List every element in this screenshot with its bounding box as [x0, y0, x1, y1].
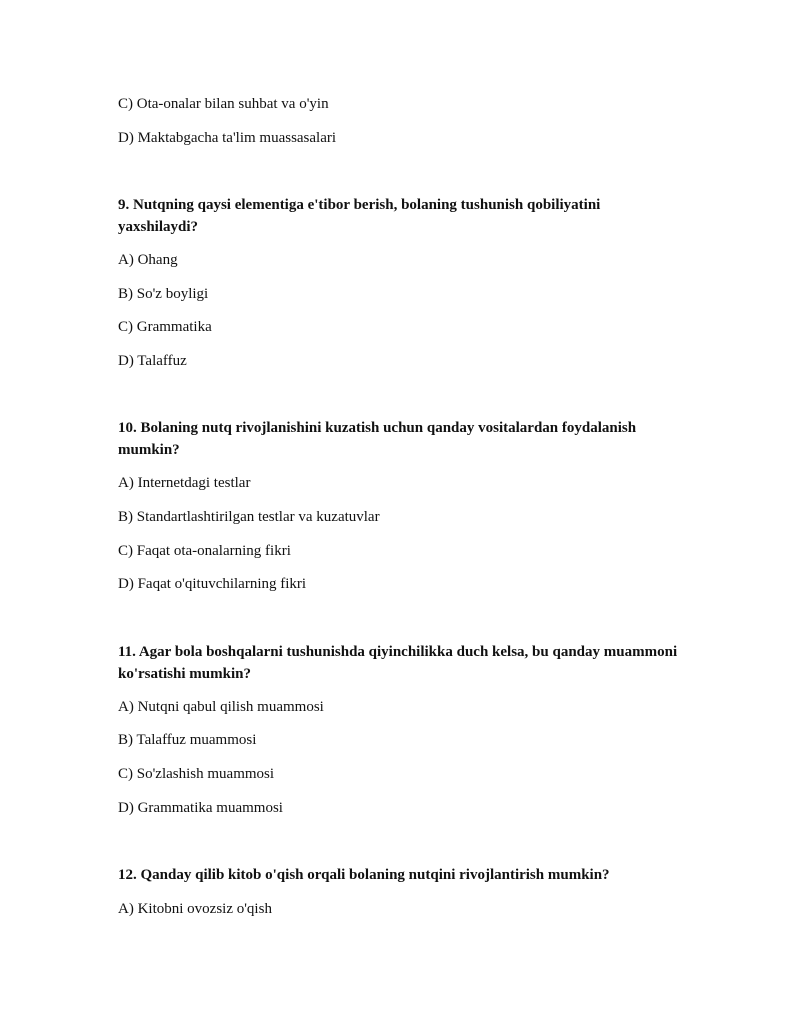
answer-option: B) So'z boyligi	[118, 286, 209, 302]
answer-option: C) So'zlashish muammosi	[118, 766, 275, 782]
answer-option: B) Standartlashtirilgan testlar va kuzatuvlar	[118, 509, 380, 525]
answer-option: C) Ota-onalar bilan suhbat va o'yin	[118, 96, 329, 112]
answer-option: D) Talaffuz	[118, 353, 187, 369]
answer-option: A) Internetdagi testlar	[118, 475, 251, 491]
question-heading: 9. Nutqning qaysi elementiga e'tibor berish, bolaning tushunish qobiliyatini yaxshilaydi?	[118, 197, 601, 235]
answer-option: C) Grammatika	[118, 319, 212, 335]
question-heading: 12. Qanday qilib kitob o'qish orqali bolaning nutqini rivojlantirish mumkin?	[118, 867, 610, 883]
answer-option: A) Nutqni qabul qilish muammosi	[118, 699, 324, 715]
answer-option: A) Kitobni ovozsiz o'qish	[118, 901, 272, 917]
answer-option: D) Grammatika muammosi	[118, 800, 283, 816]
question-heading: 10. Bolaning nutq rivojlanishini kuzatish uchun qanday vositalardan foydalanish mumkin?	[118, 420, 637, 458]
answer-option: D) Faqat o'qituvchilarning fikri	[118, 576, 307, 592]
answer-option: C) Faqat ota-onalarning fikri	[118, 543, 291, 559]
answer-option: B) Talaffuz muammosi	[118, 732, 257, 748]
answer-option: A) Ohang	[118, 252, 178, 268]
question-heading: 11. Agar bola boshqalarni tushunishda qiyinchilikka duch kelsa, bu qanday muammoni ko'rsatishi mumkin?	[118, 644, 678, 682]
answer-option: D) Maktabgacha ta'lim muassasalari	[118, 130, 337, 146]
